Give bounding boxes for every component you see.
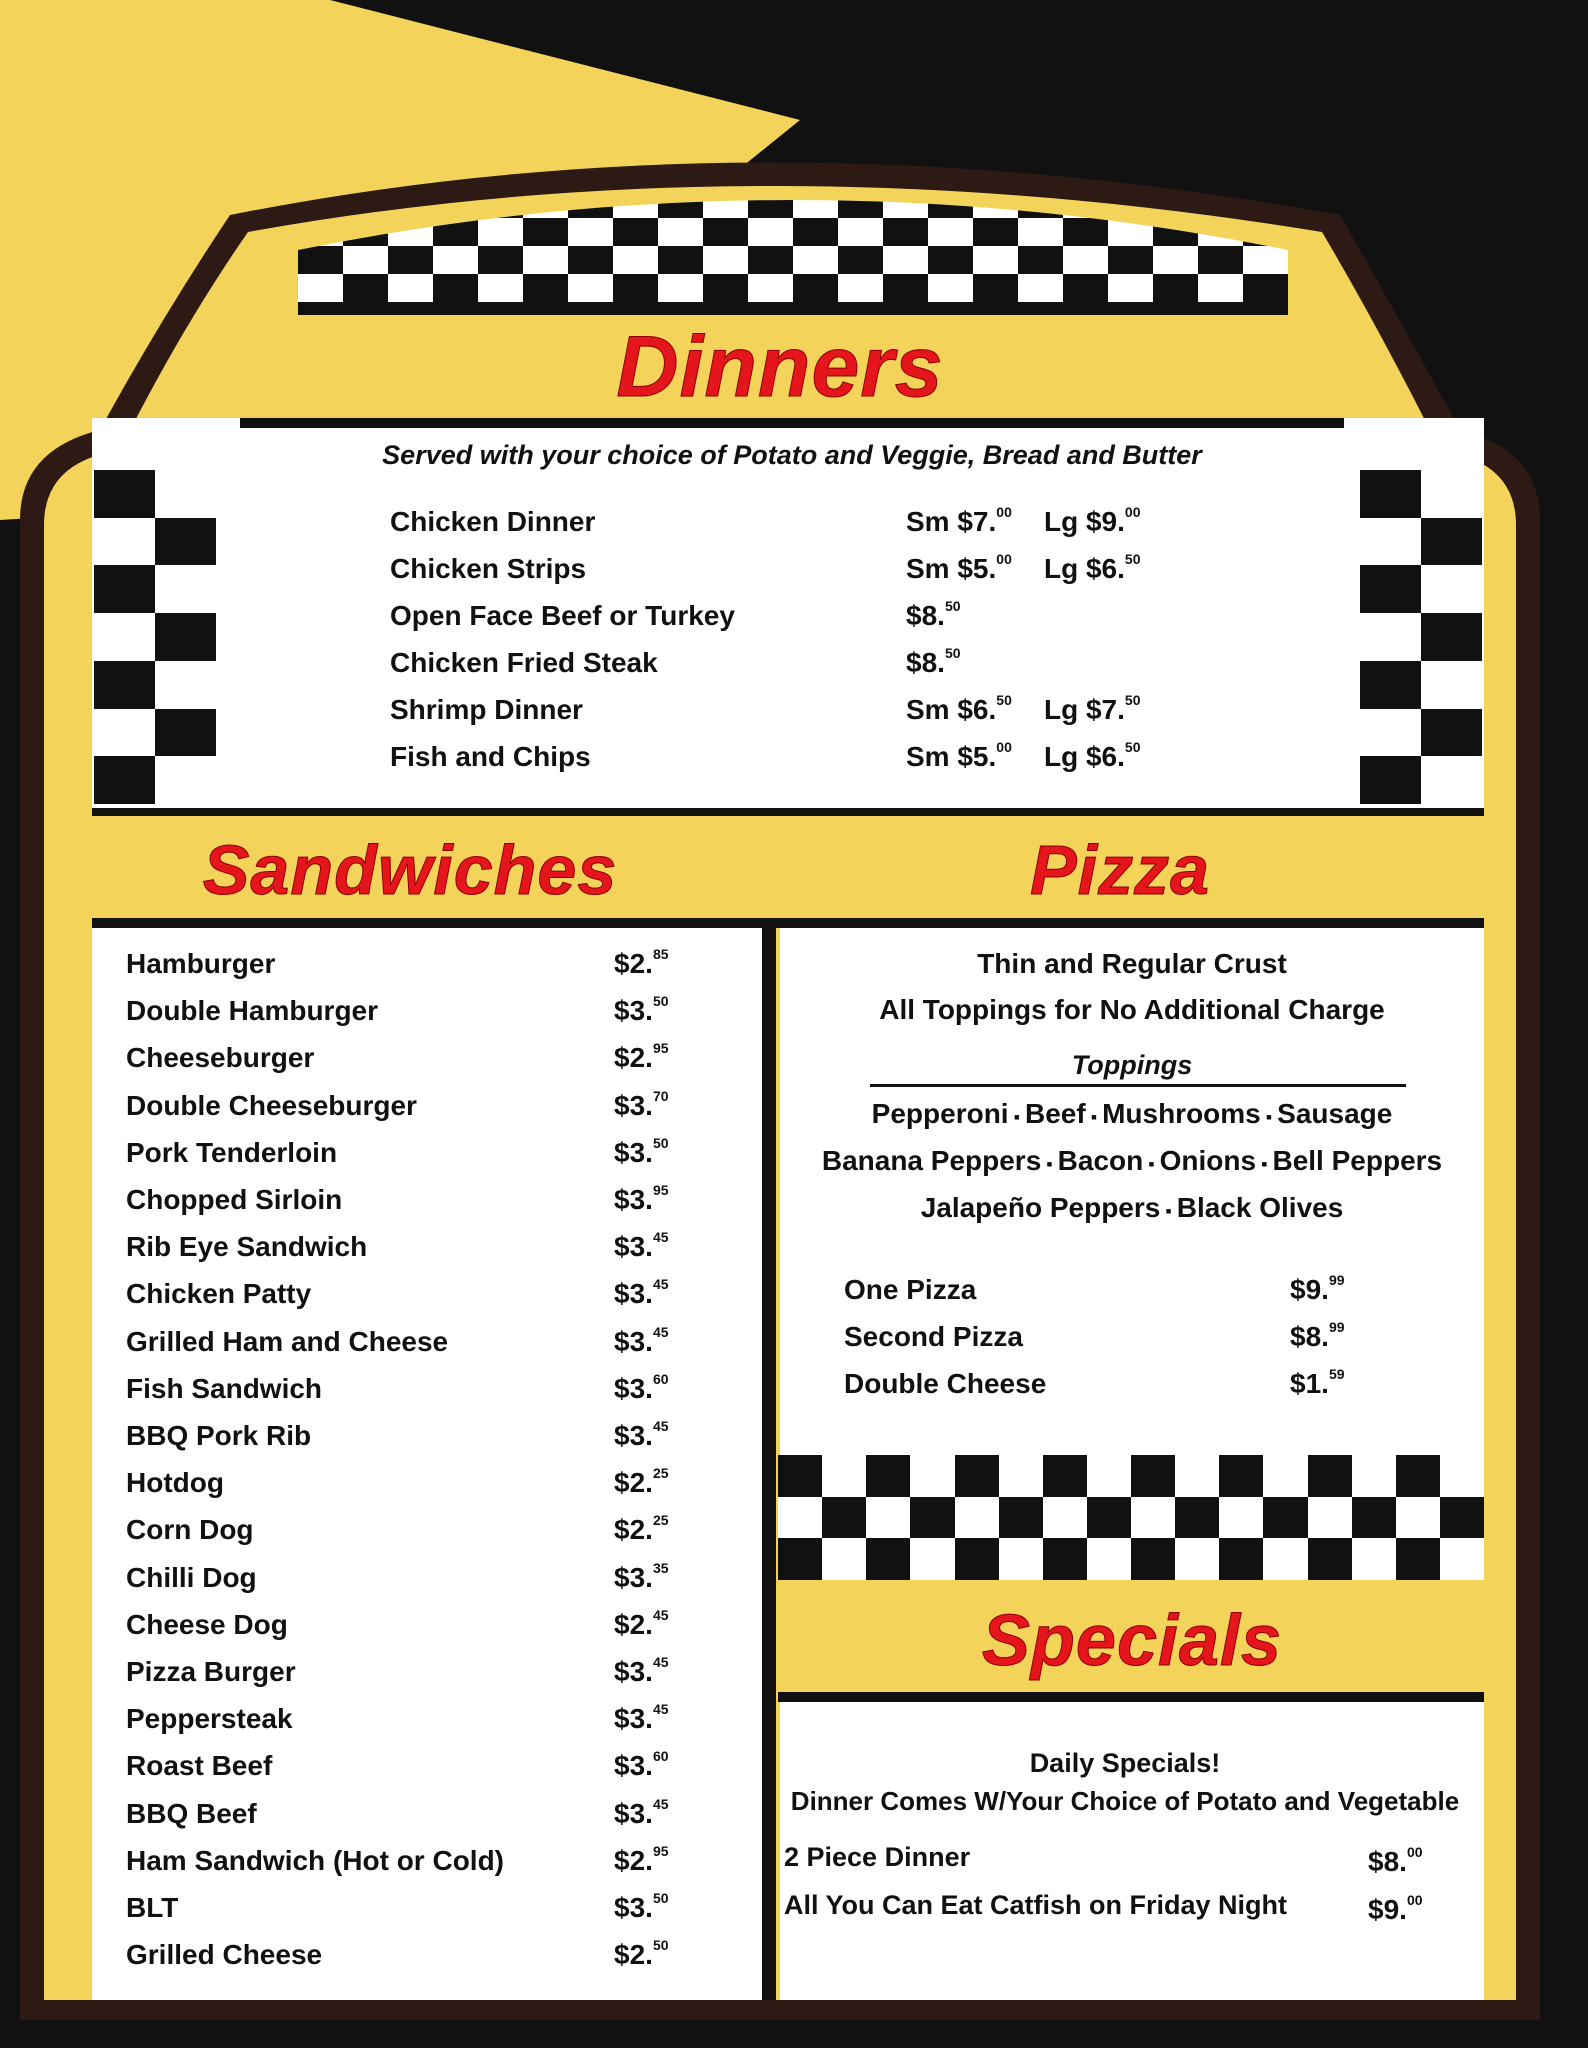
special-item-name: 2 Piece Dinner: [784, 1842, 971, 1872]
price-dollars: $2.: [614, 1514, 653, 1546]
pizza-toppings-note: All Toppings for No Additional Charge: [879, 994, 1385, 1025]
price-cents: 45: [652, 1795, 669, 1812]
price-dollars: $2.: [614, 1844, 653, 1876]
price-cents: 45: [652, 1654, 669, 1670]
topping-name: Beef: [1024, 1098, 1086, 1129]
sandwich-item-price: [614, 1134, 669, 1169]
price-cents: 00: [996, 739, 1012, 755]
price-cents: 59: [1328, 1366, 1345, 1382]
price-cents: 85: [652, 946, 669, 962]
sandwich-item-price: [614, 995, 669, 1027]
price-dollars: $8.: [1290, 1321, 1329, 1352]
sandwich-item-price: [614, 1370, 669, 1405]
dinners-divider: [240, 418, 1344, 428]
topping-name: Sausage: [1277, 1098, 1393, 1129]
sandwich-item-name: Chilli Dog: [126, 1561, 257, 1593]
bullet-separator: ▪: [1008, 1107, 1025, 1127]
dinner-item-price: [906, 694, 1012, 726]
pizza-item-name: Double Cheese: [844, 1368, 1047, 1399]
price-cents: 95: [652, 1842, 669, 1859]
price-cents: 00: [996, 504, 1012, 520]
price-cents: 00: [996, 551, 1012, 567]
price-cents: 95: [652, 1182, 669, 1198]
topping-name: Mushrooms: [1102, 1098, 1261, 1129]
price-dollars: $9.: [1290, 1274, 1329, 1305]
column-divider: [762, 928, 776, 2000]
sandwich-item-price: [614, 1184, 669, 1216]
sandwich-item-price: [614, 1795, 669, 1830]
topping-name: Bell Peppers: [1272, 1145, 1443, 1176]
bullet-separator: ▪: [1143, 1154, 1160, 1174]
toppings-row: [780, 1145, 1484, 1177]
dinner-item-name: Open Face Beef or Turkey: [390, 600, 735, 631]
sandwich-item-name: Roast Beef: [126, 1750, 273, 1782]
left-checker-band: [94, 470, 216, 804]
dinner-item-price: [906, 600, 961, 632]
price-dollars: Sm $6.: [906, 694, 997, 725]
sandwich-item-name: Corn Dog: [126, 1514, 254, 1546]
price-dollars: $3.: [614, 1231, 653, 1263]
price-dollars: $1.: [1290, 1368, 1329, 1399]
sandwich-item-name: Grilled Cheese: [126, 1939, 323, 1971]
special-item-price: [1368, 1894, 1423, 1926]
dinners-bottom-divider: [92, 808, 1484, 816]
specials-divider: [778, 1692, 1484, 1702]
price-dollars: Lg $6.: [1044, 741, 1125, 772]
price-dollars: $8.: [1368, 1846, 1407, 1877]
topping-name: Onions: [1159, 1145, 1257, 1176]
sandwich-item-name: Double Hamburger: [126, 995, 379, 1027]
sandwich-item-price: [614, 1278, 669, 1310]
price-cents: 50: [652, 1890, 669, 1906]
pizza-item-price: [1290, 1368, 1345, 1400]
price-cents: 50: [652, 993, 669, 1010]
price-dollars: Sm $5.: [906, 741, 997, 772]
price-cents: 00: [1406, 1892, 1423, 1908]
price-cents: 50: [1124, 551, 1141, 567]
price-cents: 60: [652, 1748, 669, 1765]
price-dollars: Lg $7.: [1044, 694, 1125, 725]
pizza-item-name: One Pizza: [844, 1274, 977, 1305]
dinner-item-price: [906, 647, 961, 679]
sandwich-item-price: [614, 1703, 669, 1735]
price-dollars: Lg $9.: [1044, 506, 1125, 537]
price-cents: 00: [1406, 1844, 1423, 1860]
sandwich-item-name: Peppersteak: [126, 1703, 293, 1735]
price-dollars: $3.: [614, 1703, 653, 1735]
topping-name: Jalapeño Peppers: [920, 1192, 1161, 1223]
price-cents: 45: [652, 1229, 669, 1246]
price-dollars: Sm $5.: [906, 553, 997, 584]
sandwich-item-price: [614, 1087, 669, 1122]
toppings-underline: [870, 1084, 1406, 1087]
price-dollars: Sm $7.: [906, 506, 997, 537]
sandwich-item-name: BLT: [126, 1892, 179, 1923]
price-dollars: $3.: [614, 1561, 653, 1593]
price-dollars: $3.: [614, 1372, 653, 1404]
topping-name: Banana Peppers: [821, 1145, 1042, 1176]
price-cents: 45: [652, 1606, 669, 1623]
toppings-row: [780, 1192, 1484, 1224]
sandwich-item-price: [614, 1323, 669, 1358]
sandwich-item-price: [614, 1606, 669, 1641]
price-dollars: $8.: [906, 647, 945, 678]
price-dollars: Lg $6.: [1044, 553, 1125, 584]
sandwich-item-name: Pizza Burger: [126, 1656, 296, 1687]
price-dollars: $3.: [614, 995, 653, 1027]
dinner-item-name: Shrimp Dinner: [390, 694, 583, 725]
dinner-item-price-large: [1044, 741, 1141, 773]
price-cents: 70: [652, 1087, 669, 1104]
price-dollars: $3.: [614, 1420, 653, 1451]
sandwich-item-name: Double Cheeseburger: [126, 1089, 417, 1121]
price-dollars: $3.: [614, 1278, 653, 1310]
sandwich-item-price: [614, 1231, 669, 1263]
dinner-item-name: Chicken Strips: [390, 553, 587, 584]
price-cents: 99: [1328, 1272, 1345, 1288]
topping-name: Bacon: [1057, 1145, 1144, 1176]
pizza-item-name: Second Pizza: [844, 1321, 1023, 1352]
price-dollars: $2.: [614, 1608, 653, 1640]
sandwich-item-name: Cheese Dog: [126, 1608, 288, 1640]
topping-name: Pepperoni: [871, 1098, 1009, 1129]
top-checker-band: [298, 180, 1288, 315]
pizza-toppings-heading: Toppings: [1071, 1050, 1193, 1080]
bullet-separator: ▪: [1160, 1201, 1177, 1221]
price-cents: 50: [996, 692, 1012, 708]
price-dollars: $3.: [614, 1325, 653, 1357]
price-cents: 50: [1124, 739, 1141, 755]
dinner-item-price-large: [1044, 506, 1141, 538]
daily-specials-heading: Daily Specials!: [1029, 1748, 1221, 1778]
bullet-separator: ▪: [1260, 1107, 1278, 1127]
sandwich-item-name: Hamburger: [126, 948, 276, 979]
special-item-price: [1368, 1846, 1423, 1878]
dinner-item-price: [906, 553, 1012, 585]
pizza-checker-band: [778, 1455, 1484, 1580]
pizza-crust-line: Thin and Regular Crust: [977, 948, 1287, 979]
sandwich-item-name: BBQ Beef: [126, 1797, 257, 1829]
sandwich-item-name: Cheeseburger: [126, 1042, 315, 1074]
pizza-item-price: [1290, 1274, 1345, 1306]
price-dollars: $3.: [614, 1089, 653, 1121]
price-dollars: $2.: [614, 1042, 653, 1074]
topping-name: Black Olives: [1176, 1192, 1344, 1223]
price-cents: 99: [1328, 1319, 1345, 1335]
sandwich-item-price: [614, 1939, 669, 1971]
price-dollars: $3.: [614, 1892, 653, 1923]
dinners-title: Dinners: [616, 319, 944, 415]
special-item-name: All You Can Eat Catfish on Friday Night: [784, 1890, 1288, 1920]
sandwich-item-price: [614, 1892, 669, 1924]
dinner-item-price-large: [1044, 553, 1141, 585]
price-cents: 50: [944, 598, 961, 614]
sandwich-item-price: [614, 1842, 669, 1877]
dinner-item-price: [906, 741, 1012, 773]
price-cents: 50: [652, 1134, 669, 1151]
bullet-separator: ▪: [1041, 1154, 1058, 1174]
price-dollars: $3.: [614, 1656, 653, 1687]
price-cents: 45: [652, 1323, 669, 1340]
price-cents: 95: [652, 1040, 669, 1057]
sandwich-item-price: [614, 1467, 669, 1499]
pizza-title: Pizza: [1029, 831, 1211, 909]
price-cents: 50: [652, 1937, 669, 1954]
sandwich-item-name: Rib Eye Sandwich: [126, 1231, 368, 1263]
dinner-item-price: [906, 506, 1012, 538]
dinner-item-name: Fish and Chips: [390, 741, 591, 772]
price-cents: 60: [652, 1370, 669, 1387]
specials-title: Specials: [981, 1601, 1283, 1681]
sandwich-item-name: Chopped Sirloin: [126, 1184, 343, 1215]
sandwich-item-name: BBQ Pork Rib: [126, 1420, 312, 1451]
price-dollars: $3.: [614, 1750, 653, 1782]
pizza-item-price: [1290, 1321, 1345, 1353]
price-cents: 50: [944, 645, 961, 661]
price-cents: 25: [652, 1512, 669, 1529]
price-cents: 50: [1124, 692, 1141, 708]
sandwich-item-name: Fish Sandwich: [126, 1372, 323, 1404]
sandwich-item-name: Ham Sandwich (Hot or Cold): [126, 1844, 504, 1876]
sandwich-item-price: [614, 1750, 669, 1782]
dinner-item-name: Chicken Dinner: [390, 506, 596, 537]
price-dollars: $3.: [614, 1797, 653, 1829]
price-cents: 25: [652, 1465, 669, 1482]
sandwich-item-price: [614, 1420, 669, 1452]
price-dollars: $9.: [1368, 1894, 1407, 1925]
sandwich-item-price: [614, 1514, 669, 1546]
price-cents: 00: [1124, 504, 1141, 520]
right-checker-band: [1360, 470, 1482, 804]
sandwich-item-name: Chicken Patty: [126, 1278, 312, 1310]
sandwich-item-price: [614, 948, 669, 980]
price-dollars: $3.: [614, 1184, 653, 1215]
sandwiches-title: Sandwiches: [202, 831, 618, 909]
price-dollars: $2.: [614, 1939, 653, 1971]
price-cents: 45: [652, 1418, 669, 1434]
sections-divider: [92, 918, 1484, 928]
sandwich-item-price: [614, 1656, 669, 1688]
price-cents: 45: [652, 1276, 669, 1293]
price-dollars: $2.: [614, 1467, 653, 1499]
dinner-item-price-large: [1044, 694, 1141, 726]
sandwich-item-name: Grilled Ham and Cheese: [126, 1325, 449, 1357]
sandwich-item-price: [614, 1559, 669, 1594]
sandwich-item-name: Hotdog: [126, 1467, 224, 1499]
dinner-item-name: Chicken Fried Steak: [390, 647, 658, 678]
dinners-subtitle: Served with your choice of Potato and Veggie, Bread and Butter: [382, 440, 1202, 470]
sandwich-item-name: Pork Tenderloin: [126, 1136, 338, 1168]
sandwich-item-price: [614, 1042, 669, 1074]
bullet-separator: ▪: [1085, 1107, 1103, 1127]
price-cents: 45: [652, 1701, 669, 1718]
price-dollars: $2.: [614, 948, 653, 979]
price-dollars: $3.: [614, 1136, 653, 1168]
toppings-row: [780, 1098, 1484, 1130]
price-cents: 35: [652, 1559, 669, 1576]
bullet-separator: ▪: [1256, 1154, 1273, 1174]
specials-subheading: Dinner Comes W/Your Choice of Potato and Vegetable: [790, 1786, 1460, 1816]
top-checker-svg: [298, 180, 1288, 315]
price-dollars: $8.: [906, 600, 945, 631]
